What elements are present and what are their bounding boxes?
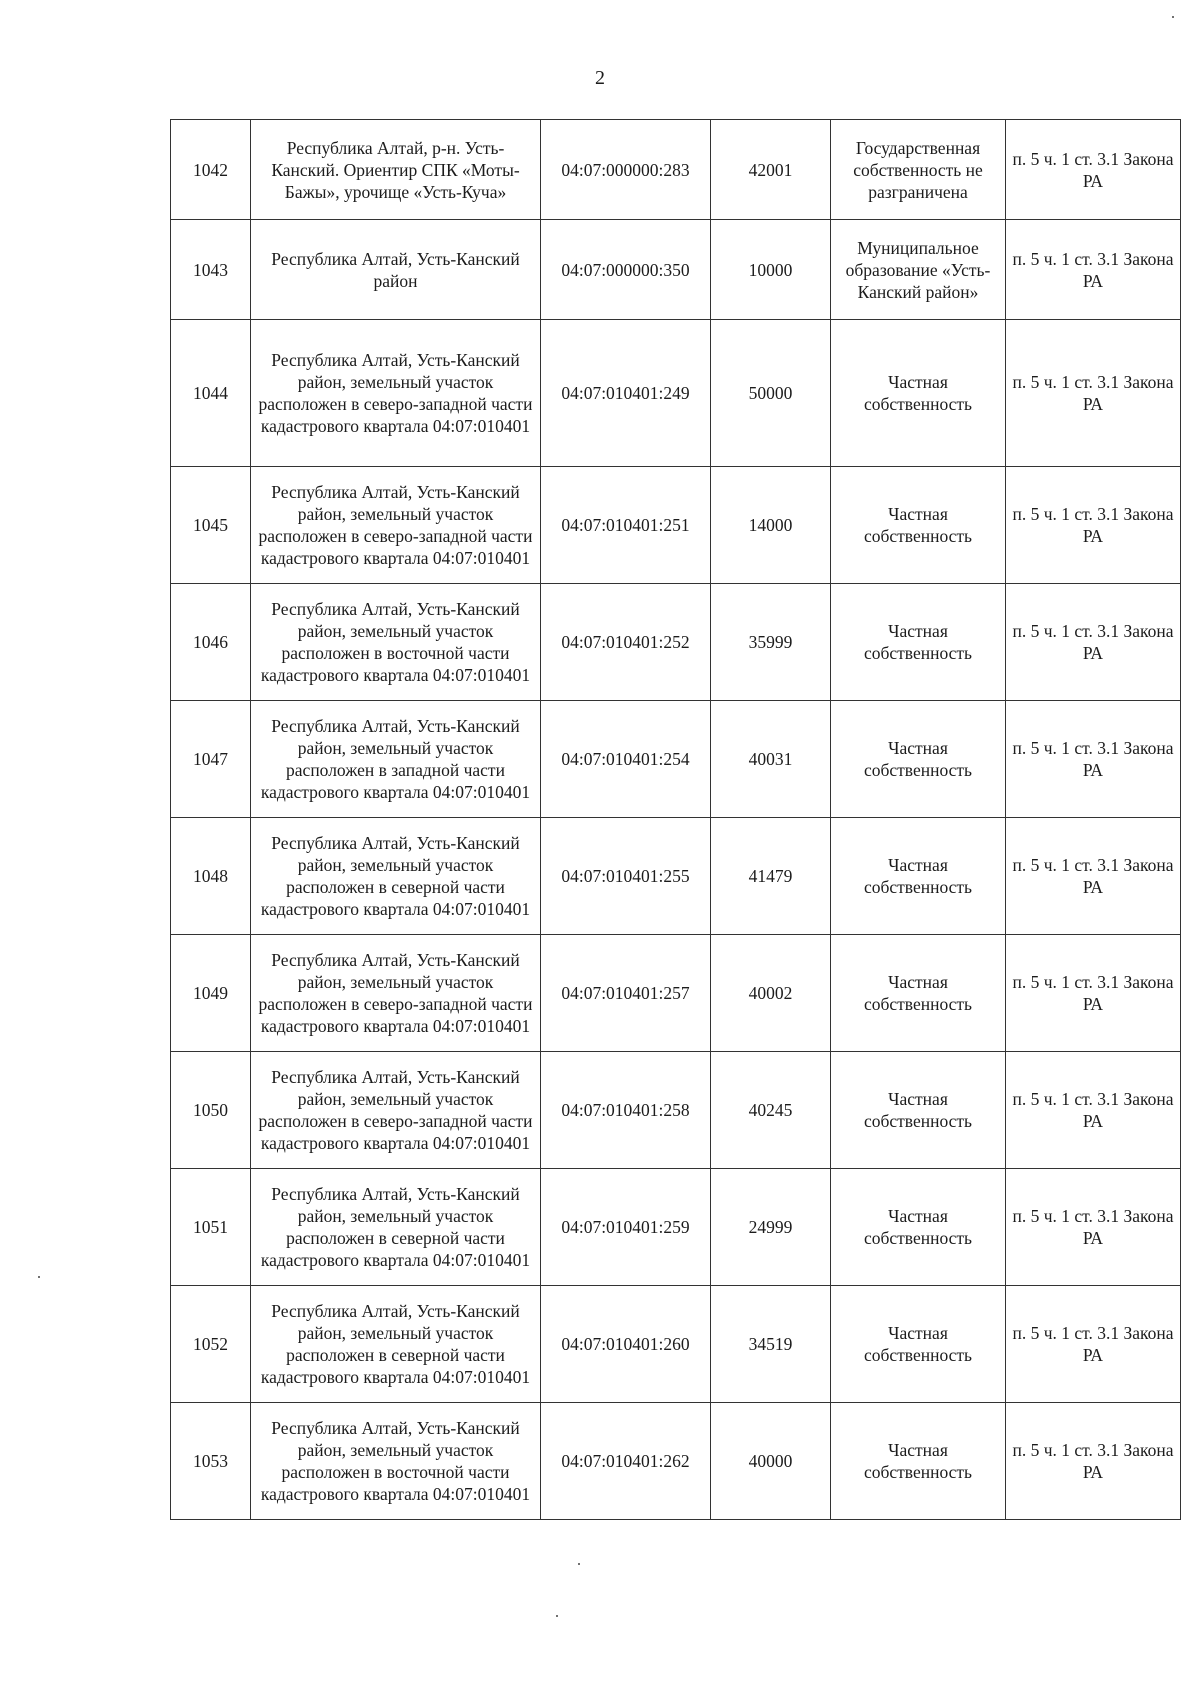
scan-speck [38,1276,40,1278]
address-cell: Республика Алтай, Усть-Канский район, земельный участок расположен в северной части кадастрового квартала 04:07:010401 [251,818,541,935]
ownership-cell: Частная собственность [831,1403,1006,1520]
law-reference: п. 5 ч. 1 ст. 3.1 Закона РА [1006,1286,1181,1403]
row-number: 1045 [171,467,251,584]
row-number: 1049 [171,935,251,1052]
table-row [171,1286,1181,1403]
address-cell: Республика Алтай, Усть-Канский район, земельный участок расположен в восточной части кадастрового квартала 04:07:010401 [251,584,541,701]
law-reference: п. 5 ч. 1 ст. 3.1 Закона РА [1006,935,1181,1052]
cadastral-number: 04:07:010401:258 [541,1052,711,1169]
scan-speck [556,1615,558,1617]
cadastral-number: 04:07:010401:249 [541,320,711,467]
law-reference: п. 5 ч. 1 ст. 3.1 Закона РА [1006,1403,1181,1520]
row-number: 1050 [171,1052,251,1169]
cadastral-number: 04:07:010401:259 [541,1169,711,1286]
address-cell: Республика Алтай, Усть-Канский район, земельный участок расположен в северной части кадастрового квартала 04:07:010401 [251,1169,541,1286]
address-cell: Республика Алтай, Усть-Канский район [251,220,541,320]
table-row [171,935,1181,1052]
ownership-cell: Частная собственность [831,320,1006,467]
cadastral-number: 04:07:010401:252 [541,584,711,701]
area-value: 14000 [711,467,831,584]
table-row [171,1169,1181,1286]
address-cell: Республика Алтай, Усть-Канский район, земельный участок расположен в северо-западной части кадастрового квартала 04:07:010401 [251,935,541,1052]
address-cell: Республика Алтай, Усть-Канский район, земельный участок расположен в северо-западной части кадастрового квартала 04:07:010401 [251,1052,541,1169]
table-row [171,467,1181,584]
address-cell: Республика Алтай, Усть-Канский район, земельный участок расположен в восточной части кадастрового квартала 04:07:010401 [251,1403,541,1520]
table-row [171,701,1181,818]
ownership-cell: Частная собственность [831,467,1006,584]
law-reference: п. 5 ч. 1 ст. 3.1 Закона РА [1006,320,1181,467]
row-number: 1053 [171,1403,251,1520]
row-number: 1048 [171,818,251,935]
ownership-cell: Частная собственность [831,701,1006,818]
area-value: 42001 [711,120,831,220]
address-cell: Республика Алтай, Усть-Канский район, земельный участок расположен в западной части кадастрового квартала 04:07:010401 [251,701,541,818]
address-cell: Республика Алтай, Усть-Канский район, земельный участок расположен в северо-западной части кадастрового квартала 04:07:010401 [251,467,541,584]
law-reference: п. 5 ч. 1 ст. 3.1 Закона РА [1006,220,1181,320]
row-number: 1052 [171,1286,251,1403]
scan-speck [578,1563,580,1565]
row-number: 1047 [171,701,251,818]
ownership-cell: Частная собственность [831,584,1006,701]
page-number: 2 [595,67,605,89]
table-row [171,320,1181,467]
law-reference: п. 5 ч. 1 ст. 3.1 Закона РА [1006,467,1181,584]
ownership-cell: Частная собственность [831,1286,1006,1403]
ownership-cell: Частная собственность [831,1052,1006,1169]
area-value: 40031 [711,701,831,818]
cadastral-number: 04:07:010401:255 [541,818,711,935]
cadastral-number: 04:07:010401:251 [541,467,711,584]
scan-speck [1172,16,1174,18]
cadastral-number: 04:07:000000:283 [541,120,711,220]
ownership-cell: Частная собственность [831,1169,1006,1286]
table-row [171,584,1181,701]
area-value: 50000 [711,320,831,467]
address-cell: Республика Алтай, Усть-Канский район, земельный участок расположен в северо-западной части кадастрового квартала 04:07:010401 [251,320,541,467]
row-number: 1042 [171,120,251,220]
cadastral-number: 04:07:010401:262 [541,1403,711,1520]
table-row [171,220,1181,320]
cadastral-number: 04:07:000000:350 [541,220,711,320]
law-reference: п. 5 ч. 1 ст. 3.1 Закона РА [1006,701,1181,818]
table-row [171,120,1181,220]
row-number: 1044 [171,320,251,467]
row-number: 1051 [171,1169,251,1286]
law-reference: п. 5 ч. 1 ст. 3.1 Закона РА [1006,818,1181,935]
area-value: 35999 [711,584,831,701]
ownership-cell: Частная собственность [831,818,1006,935]
table-row [171,1052,1181,1169]
address-cell: Республика Алтай, Усть-Канский район, земельный участок расположен в северной части кадастрового квартала 04:07:010401 [251,1286,541,1403]
row-number: 1043 [171,220,251,320]
ownership-cell: Частная собственность [831,935,1006,1052]
address-cell: Республика Алтай, р-н. Усть-Канский. Ориентир СПК «Моты-Бажы», урочище «Усть-Куча» [251,120,541,220]
area-value: 41479 [711,818,831,935]
table-row [171,818,1181,935]
area-value: 40000 [711,1403,831,1520]
land-plots-table [170,119,1181,1520]
law-reference: п. 5 ч. 1 ст. 3.1 Закона РА [1006,120,1181,220]
table-row [171,1403,1181,1520]
area-value: 34519 [711,1286,831,1403]
ownership-cell: Муниципальное образование «Усть-Канский район» [831,220,1006,320]
law-reference: п. 5 ч. 1 ст. 3.1 Закона РА [1006,1169,1181,1286]
law-reference: п. 5 ч. 1 ст. 3.1 Закона РА [1006,584,1181,701]
cadastral-number: 04:07:010401:254 [541,701,711,818]
law-reference: п. 5 ч. 1 ст. 3.1 Закона РА [1006,1052,1181,1169]
row-number: 1046 [171,584,251,701]
cadastral-number: 04:07:010401:257 [541,935,711,1052]
area-value: 40002 [711,935,831,1052]
area-value: 40245 [711,1052,831,1169]
cadastral-number: 04:07:010401:260 [541,1286,711,1403]
area-value: 24999 [711,1169,831,1286]
ownership-cell: Государственная собственность не разграничена [831,120,1006,220]
area-value: 10000 [711,220,831,320]
